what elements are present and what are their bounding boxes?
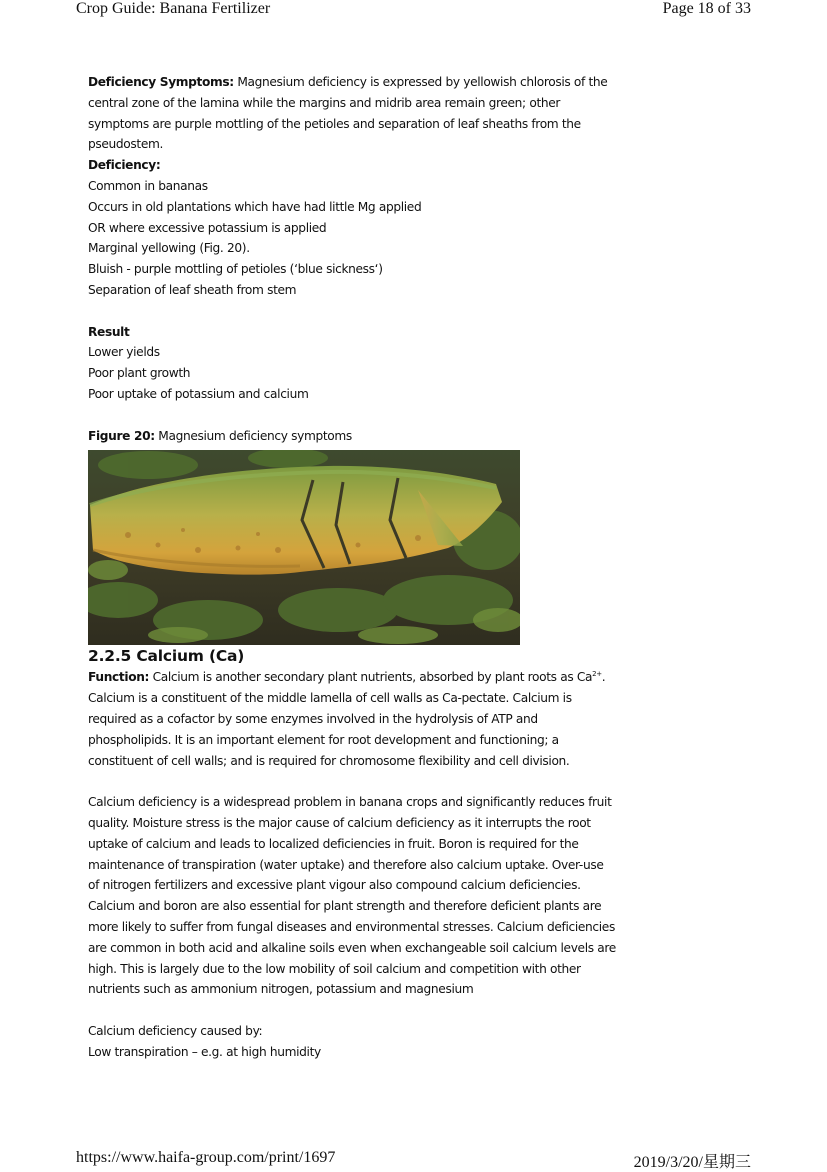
deficiency-symptoms-label: Deficiency Symptoms: (88, 75, 234, 89)
result-item: Poor uptake of potassium and calcium (88, 386, 309, 401)
figure-caption-text: Magnesium deficiency symptoms (154, 428, 352, 443)
deficiency-symptoms-text: Magnesium deficiency is expressed by yellowish chlorosis of the central zone of the lamina while the margins and midrib area remain green; other symptoms are purple mottling of the petioles and separation of leaf sheaths from the pseudostem. (88, 75, 608, 152)
function-text-2: . Calcium is a constituent of the middle lamella of cell walls as Ca-pectate. Calcium is required as a cofactor by some enzymes involved in the hydrolysis of ATP and phospholipids. It is an important element for root development and functioning; a constituent of cell walls; and is required for chromosome flexibility and cell division. (88, 670, 606, 768)
result-item: Poor plant growth (88, 366, 191, 381)
deficiency-item: Occurs in old plantations which have had little Mg applied (88, 199, 422, 214)
deficiency-item: Bluish - purple mottling of petioles (‘blue sickness‘) (88, 262, 383, 277)
calcium-function-paragraph (88, 667, 618, 771)
result-item: Lower yields (88, 345, 160, 360)
page-content (88, 72, 618, 1062)
function-text-1: Calcium is another secondary plant nutrients, absorbed by plant roots as Ca (149, 670, 593, 685)
document-title: Crop Guide: Banana Fertilizer (76, 0, 271, 17)
footer-url[interactable]: https://www.haifa-group.com/print/1697 (76, 1149, 336, 1166)
calcium-deficiency-paragraph: Calcium deficiency is a widespread problem in banana crops and significantly reduces fruit quality. Moisture stress is the major cause of calcium deficiency as it interrupts the root uptake of calcium and leads to localized deficiencies in fruit. Boron is required for the maintenance of transpiration (water uptake) and therefore also calcium uptake. Over-use of nitrogen fertilizers and excessive plant vigour also compound calcium deficiencies. Calcium and boron are also essential for plant strength and therefore deficient plants are more likely to suffer from fungal diseases and environmental stresses. Calcium deficiencies are common in both acid and alkaline soils even when exchangeable soil calcium levels are high. This is largely due to the low mobility of soil calcium and competition with other nutrients such as ammonium nitrogen, potassium and magnesium (88, 795, 616, 997)
caused-by-label: Calcium deficiency caused by: (88, 1023, 263, 1038)
deficiency-label: Deficiency: (88, 158, 161, 173)
page-number: Page 18 of 33 (662, 0, 751, 17)
figure-label: Figure 20: (88, 428, 155, 443)
cause-item: Low transpiration – e.g. at high humidity (88, 1044, 321, 1059)
result-label: Result (88, 324, 130, 339)
calcium-ion-charge: 2+ (592, 670, 602, 679)
deficiency-item: Marginal yellowing (Fig. 20). (88, 241, 250, 256)
deficiency-item: Common in bananas (88, 178, 208, 193)
deficiency-symptoms-paragraph (88, 72, 618, 155)
deficiency-item: Separation of leaf sheath from stem (88, 282, 297, 297)
deficiency-item: OR where excessive potassium is applied (88, 220, 327, 235)
figure-caption (88, 426, 618, 447)
function-label: Function: (88, 670, 150, 685)
banana-leaf-photo (88, 450, 520, 645)
calcium-heading: 2.2.5 Calcium (Ca) (88, 647, 245, 666)
footer-date: 2019/3/20/星期三 (633, 1154, 751, 1171)
